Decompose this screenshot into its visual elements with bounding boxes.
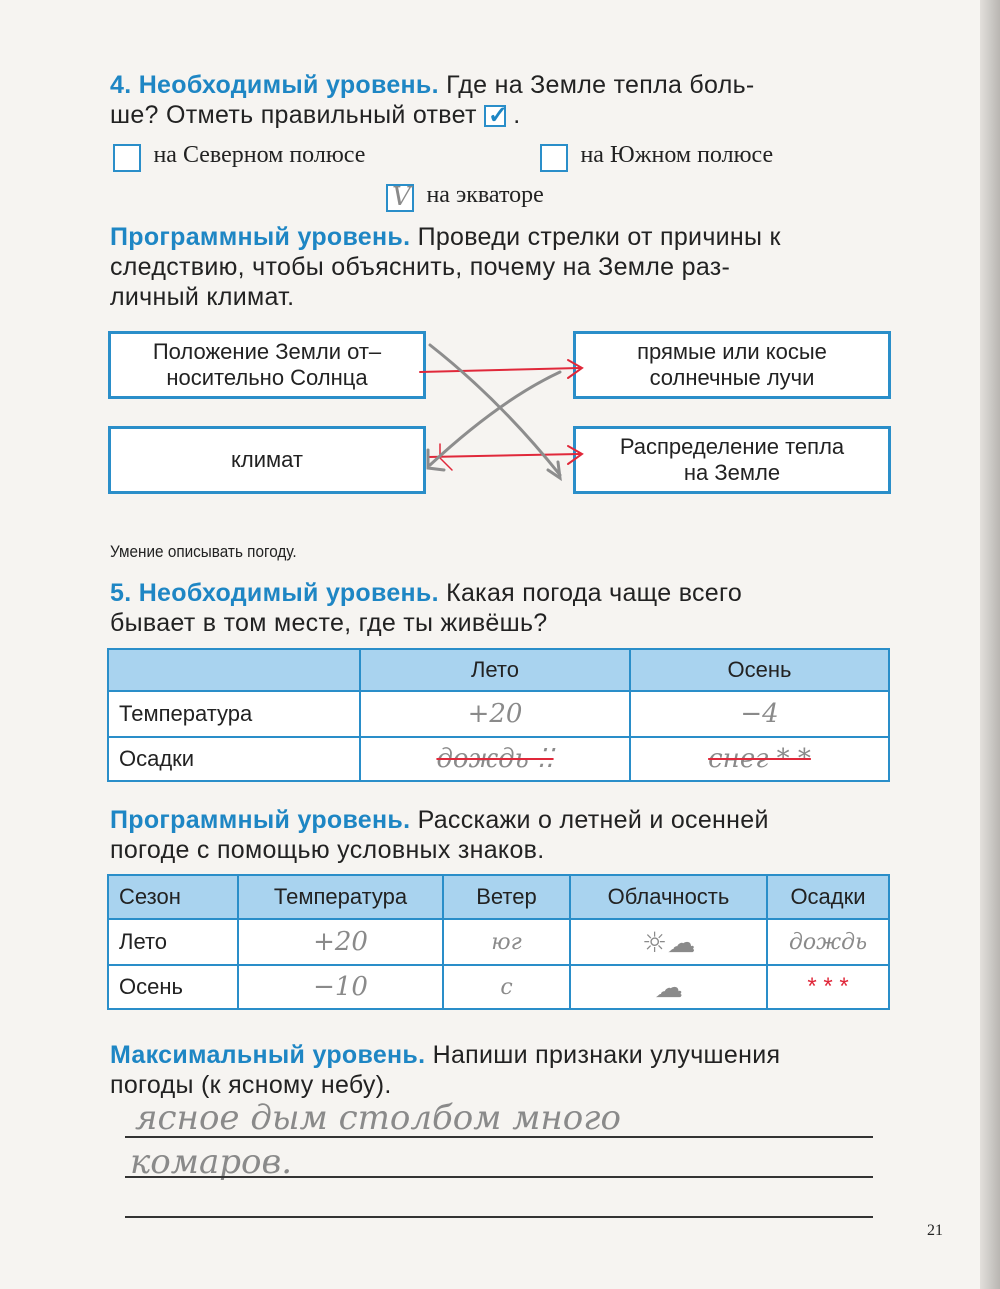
page-number: 21 <box>927 1222 943 1239</box>
answer-cell[interactable]: дождь <box>767 919 889 965</box>
answer-cell[interactable]: снег * * <box>630 737 889 781</box>
option-equator[interactable]: V на экваторе <box>386 182 544 212</box>
table-row: Лето +20 юг ☼☁ дождь <box>108 919 889 965</box>
header-autumn: Осень <box>630 649 889 691</box>
arrows-instructions: Программный уровень. Проведи стрелки от причины к следствию, чтобы объяснить, почему на Земле раз- личный климат. <box>110 223 781 311</box>
box-climate[interactable]: климат <box>108 426 426 494</box>
writing-line <box>125 1216 873 1218</box>
answer-cell[interactable]: дождь ⁚⁚ <box>360 737 630 781</box>
cloud-icon[interactable]: ☁ <box>570 965 767 1009</box>
task4-question-line2: ше? Отметь правильный ответ ✓ . <box>110 101 521 130</box>
task5-question: 5. Необходимый уровень. Какая погода чаще всего бывает в том месте, где ты живёшь? <box>110 579 743 637</box>
box-sun-rays[interactable]: прямые или косые солнечные лучи <box>573 331 891 399</box>
sun-cloud-icon[interactable]: ☼☁ <box>570 919 767 965</box>
answer-cell[interactable]: +20 <box>238 919 443 965</box>
sample-checkbox-icon: ✓ <box>484 105 506 127</box>
answer-cell[interactable]: −4 <box>630 691 889 737</box>
task4-level: 4. Необходимый уровень. <box>110 71 439 99</box>
table-row: Осадки дождь ⁚⁚ снег * * <box>108 737 889 781</box>
box-heat-distribution[interactable]: Распределение тепла на Земле <box>573 426 891 494</box>
box-earth-position[interactable]: Положение Земли от– носительно Солнца <box>108 331 426 399</box>
option-north-pole[interactable]: на Северном полюсе <box>113 142 365 172</box>
table-row: Осень −10 с ☁ * * * <box>108 965 889 1009</box>
snow-icon[interactable]: * * * <box>767 965 889 1009</box>
answer-cell[interactable]: −10 <box>238 965 443 1009</box>
answer-line-2[interactable]: комаров. <box>130 1142 293 1182</box>
answer-line-1[interactable]: ясное дым столбом много <box>135 1098 621 1138</box>
drawn-arrows <box>0 0 1000 600</box>
max-instructions: Максимальный уровень. Напиши признаки улучшения погоды (к ясному небу). <box>110 1041 781 1099</box>
header-summer: Лето <box>360 649 630 691</box>
symbols-instructions: Программный уровень. Расскажи о летней и осенней погоде с помощью условных знаков. <box>110 806 769 864</box>
skill-caption: Умение описывать погоду. <box>110 542 297 561</box>
table-row: Температура +20 −4 <box>108 691 889 737</box>
task4-question: 4. Необходимый уровень. Где на Земле тепла боль- <box>110 71 755 99</box>
writing-line <box>125 1136 873 1138</box>
answer-cell[interactable]: юг <box>443 919 570 965</box>
writing-line <box>125 1176 873 1178</box>
weather-table <box>107 648 890 782</box>
answer-cell[interactable]: +20 <box>360 691 630 737</box>
checkbox-checked[interactable]: V <box>386 184 414 212</box>
option-south-pole[interactable]: на Южном полюсе <box>540 142 773 172</box>
header-empty <box>108 649 360 691</box>
answer-cell[interactable]: с <box>443 965 570 1009</box>
symbols-table: Сезон Температура Ветер Облачность Осадки Лето +20 юг ☼☁ дождь Осень −10 с ☁ * * * <box>107 874 890 1010</box>
page-edge <box>980 0 1000 1289</box>
